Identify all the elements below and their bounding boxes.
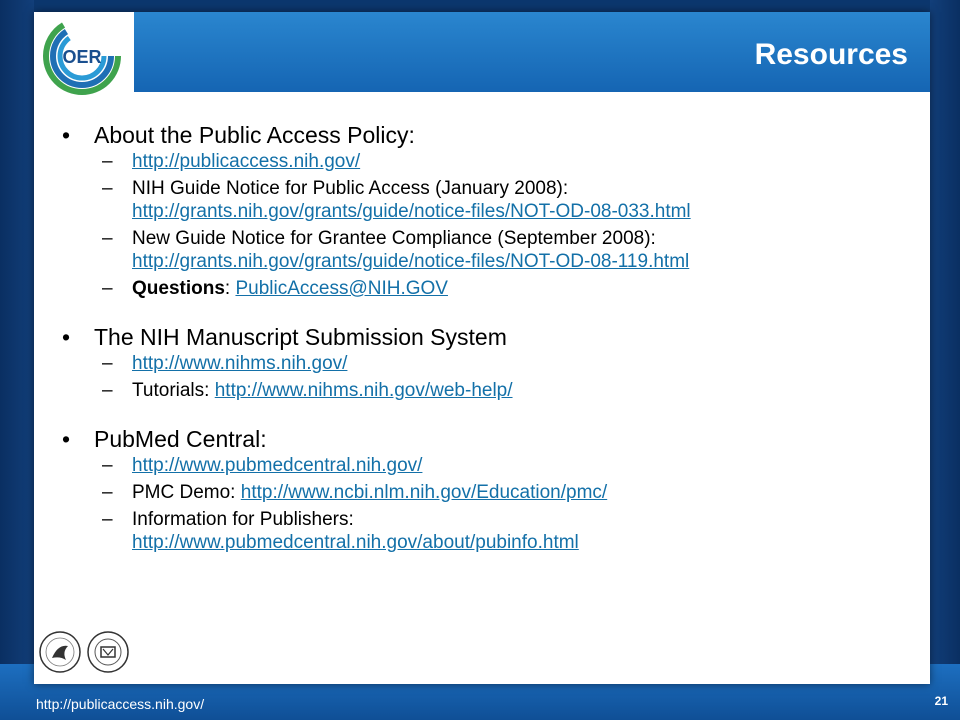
dash-marker: – bbox=[102, 509, 113, 530]
link-nihms[interactable]: http://www.nihms.nih.gov/ bbox=[132, 353, 348, 374]
dash-marker: – bbox=[102, 151, 113, 172]
list-item bbox=[102, 352, 922, 375]
list-item bbox=[102, 508, 922, 554]
list-item bbox=[102, 481, 922, 504]
page-number: 21 bbox=[934, 694, 948, 708]
section-heading: The NIH Manuscript Submission System bbox=[94, 324, 507, 350]
dash-marker: – bbox=[102, 380, 113, 401]
bullet-item bbox=[62, 120, 922, 150]
list-item bbox=[102, 454, 922, 477]
item-prefix: PMC Demo: bbox=[132, 482, 241, 503]
dash-marker: – bbox=[102, 228, 113, 249]
content bbox=[62, 120, 922, 570]
item-prefix: NIH Guide Notice for Public Access (January 2008): bbox=[132, 178, 569, 199]
frame-right bbox=[930, 0, 960, 720]
dash-marker: – bbox=[102, 482, 113, 503]
bullet-marker: • bbox=[62, 324, 71, 350]
header-bar bbox=[134, 12, 930, 92]
link-pmc-demo[interactable]: http://www.ncbi.nlm.nih.gov/Education/pmc/ bbox=[240, 482, 608, 503]
footer-url: http://publicaccess.nih.gov/ bbox=[36, 696, 205, 712]
dash-marker: – bbox=[102, 353, 113, 374]
section-public-access-policy bbox=[62, 120, 922, 300]
link-not-od-08-119[interactable]: http://grants.nih.gov/grants/guide/notice-files/NOT-OD-08-119.html bbox=[132, 251, 690, 272]
frame-top bbox=[0, 0, 960, 12]
section-heading: About the Public Access Policy: bbox=[94, 122, 415, 148]
list-item bbox=[102, 177, 922, 223]
bullet-marker: • bbox=[62, 426, 71, 452]
link-pubinfo[interactable]: http://www.pubmedcentral.nih.gov/about/pubinfo.html bbox=[132, 532, 579, 553]
questions-separator: : bbox=[224, 278, 236, 299]
dash-marker: – bbox=[102, 455, 113, 476]
item-prefix: Tutorials: bbox=[132, 380, 215, 401]
dash-marker: – bbox=[102, 278, 113, 299]
bullet-item bbox=[62, 424, 922, 454]
questions-label: Questions bbox=[132, 278, 225, 299]
oer-logo-icon bbox=[38, 14, 130, 96]
link-email-publicaccess[interactable]: PublicAccess@NIH.GOV bbox=[235, 278, 448, 299]
frame-left bbox=[0, 0, 34, 720]
item-prefix: Information for Publishers: bbox=[132, 509, 354, 530]
slide-title: Resources bbox=[754, 38, 908, 71]
slide bbox=[34, 12, 930, 684]
list-item bbox=[102, 379, 922, 402]
list-item bbox=[102, 150, 922, 173]
link-not-od-08-033[interactable]: http://grants.nih.gov/grants/guide/notice-files/NOT-OD-08-033.html bbox=[132, 201, 691, 222]
list-item bbox=[102, 227, 922, 273]
list-item bbox=[102, 277, 922, 300]
bullet-item bbox=[62, 322, 922, 352]
link-nihms-web-help[interactable]: http://www.nihms.nih.gov/web-help/ bbox=[214, 380, 513, 401]
section-nihms bbox=[62, 322, 922, 402]
hhs-seal-icon bbox=[38, 630, 82, 674]
logo-text: OER bbox=[62, 47, 102, 67]
section-heading: PubMed Central: bbox=[94, 426, 267, 452]
dash-marker: – bbox=[102, 178, 113, 199]
nih-seal-icon bbox=[86, 630, 130, 674]
link-publicaccess[interactable]: http://publicaccess.nih.gov/ bbox=[132, 151, 361, 172]
section-pubmed-central bbox=[62, 424, 922, 554]
link-pubmedcentral[interactable]: http://www.pubmedcentral.nih.gov/ bbox=[132, 455, 423, 476]
bullet-marker: • bbox=[62, 122, 71, 148]
item-prefix: New Guide Notice for Grantee Compliance (September 2008): bbox=[132, 228, 656, 249]
